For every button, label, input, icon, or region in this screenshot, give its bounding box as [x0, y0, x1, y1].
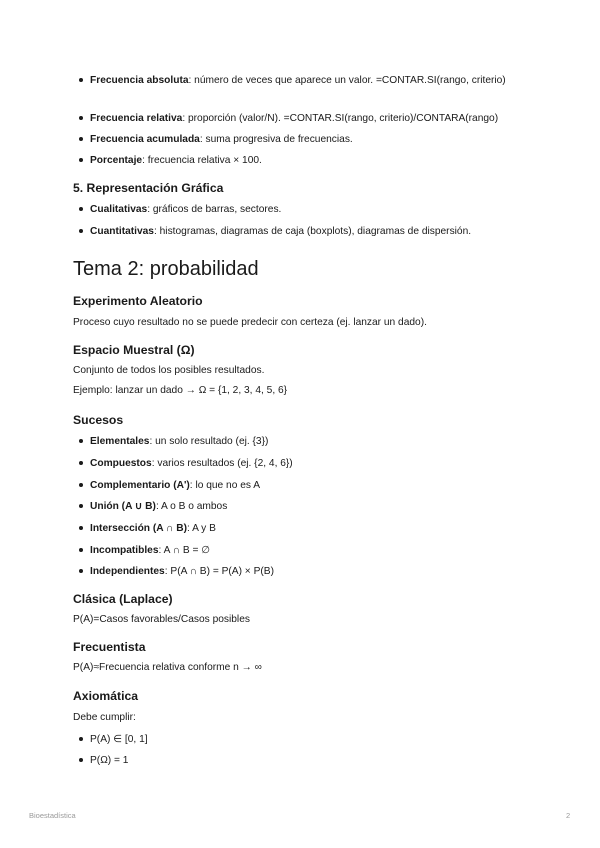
section-heading: Frecuentista [73, 640, 146, 654]
list-item: Frecuencia relativa: proporción (valor/N). =CONTAR.SI(rango, criterio)/CONTARA(rango) [90, 110, 540, 127]
section-heading: 5. Representación Gráfica [73, 181, 224, 195]
list-item: P(A) ∈ [0, 1] [90, 731, 540, 748]
list-item: Unión (A ∪ B): A o B o ambos [90, 498, 540, 515]
page-title: Tema 2: probabilidad [73, 258, 259, 280]
section-heading: Sucesos [73, 413, 124, 427]
list-item: Frecuencia absoluta: número de veces que aparece un valor. =CONTAR.SI(rango, criterio) [90, 72, 540, 89]
paragraph: P(A)=Casos favorables/Casos posibles [73, 614, 250, 625]
paragraph: Conjunto de todos los posibles resultados. [73, 365, 265, 376]
section-heading: Experimento Aleatorio [73, 294, 203, 308]
list-item: P(Ω) = 1 [90, 752, 540, 769]
paragraph: P(A)≈Frecuencia relativa conforme n → ∞ [73, 662, 262, 673]
paragraph: Ejemplo: lanzar un dado → Ω = {1, 2, 3, 4, 5, 6} [73, 385, 288, 396]
footer-title: Bioestadística [29, 811, 76, 820]
section-heading: Clásica (Laplace) [73, 592, 173, 606]
list-item: Elementales: un solo resultado (ej. {3}) [90, 433, 540, 450]
list-item: Cualitativas: gráficos de barras, sectores. [90, 201, 540, 218]
section-heading: Espacio Muestral (Ω) [73, 343, 195, 357]
list-item: Intersección (A ∩ B): A y B [90, 520, 540, 537]
list-item: Complementario (A'): lo que no es A [90, 477, 540, 494]
page-number: 2 [566, 811, 571, 820]
paragraph: Proceso cuyo resultado no se puede predecir con certeza (ej. lanzar un dado). [73, 317, 427, 328]
list-item: Frecuencia acumulada: suma progresiva de frecuencias. [90, 131, 540, 148]
list-item: Porcentaje: frecuencia relativa × 100. [90, 152, 540, 169]
list-item: Compuestos: varios resultados (ej. {2, 4, 6}) [90, 455, 540, 472]
list-item: Incompatibles: A ∩ B = ∅ [90, 542, 540, 559]
list-item: Cuantitativas: histogramas, diagramas de caja (boxplots), diagramas de dispersión. [90, 223, 540, 240]
section-heading: Axiomática [73, 689, 139, 703]
list-item: Independientes: P(A ∩ B) = P(A) × P(B) [90, 563, 540, 580]
paragraph: Debe cumplir: [73, 712, 136, 723]
